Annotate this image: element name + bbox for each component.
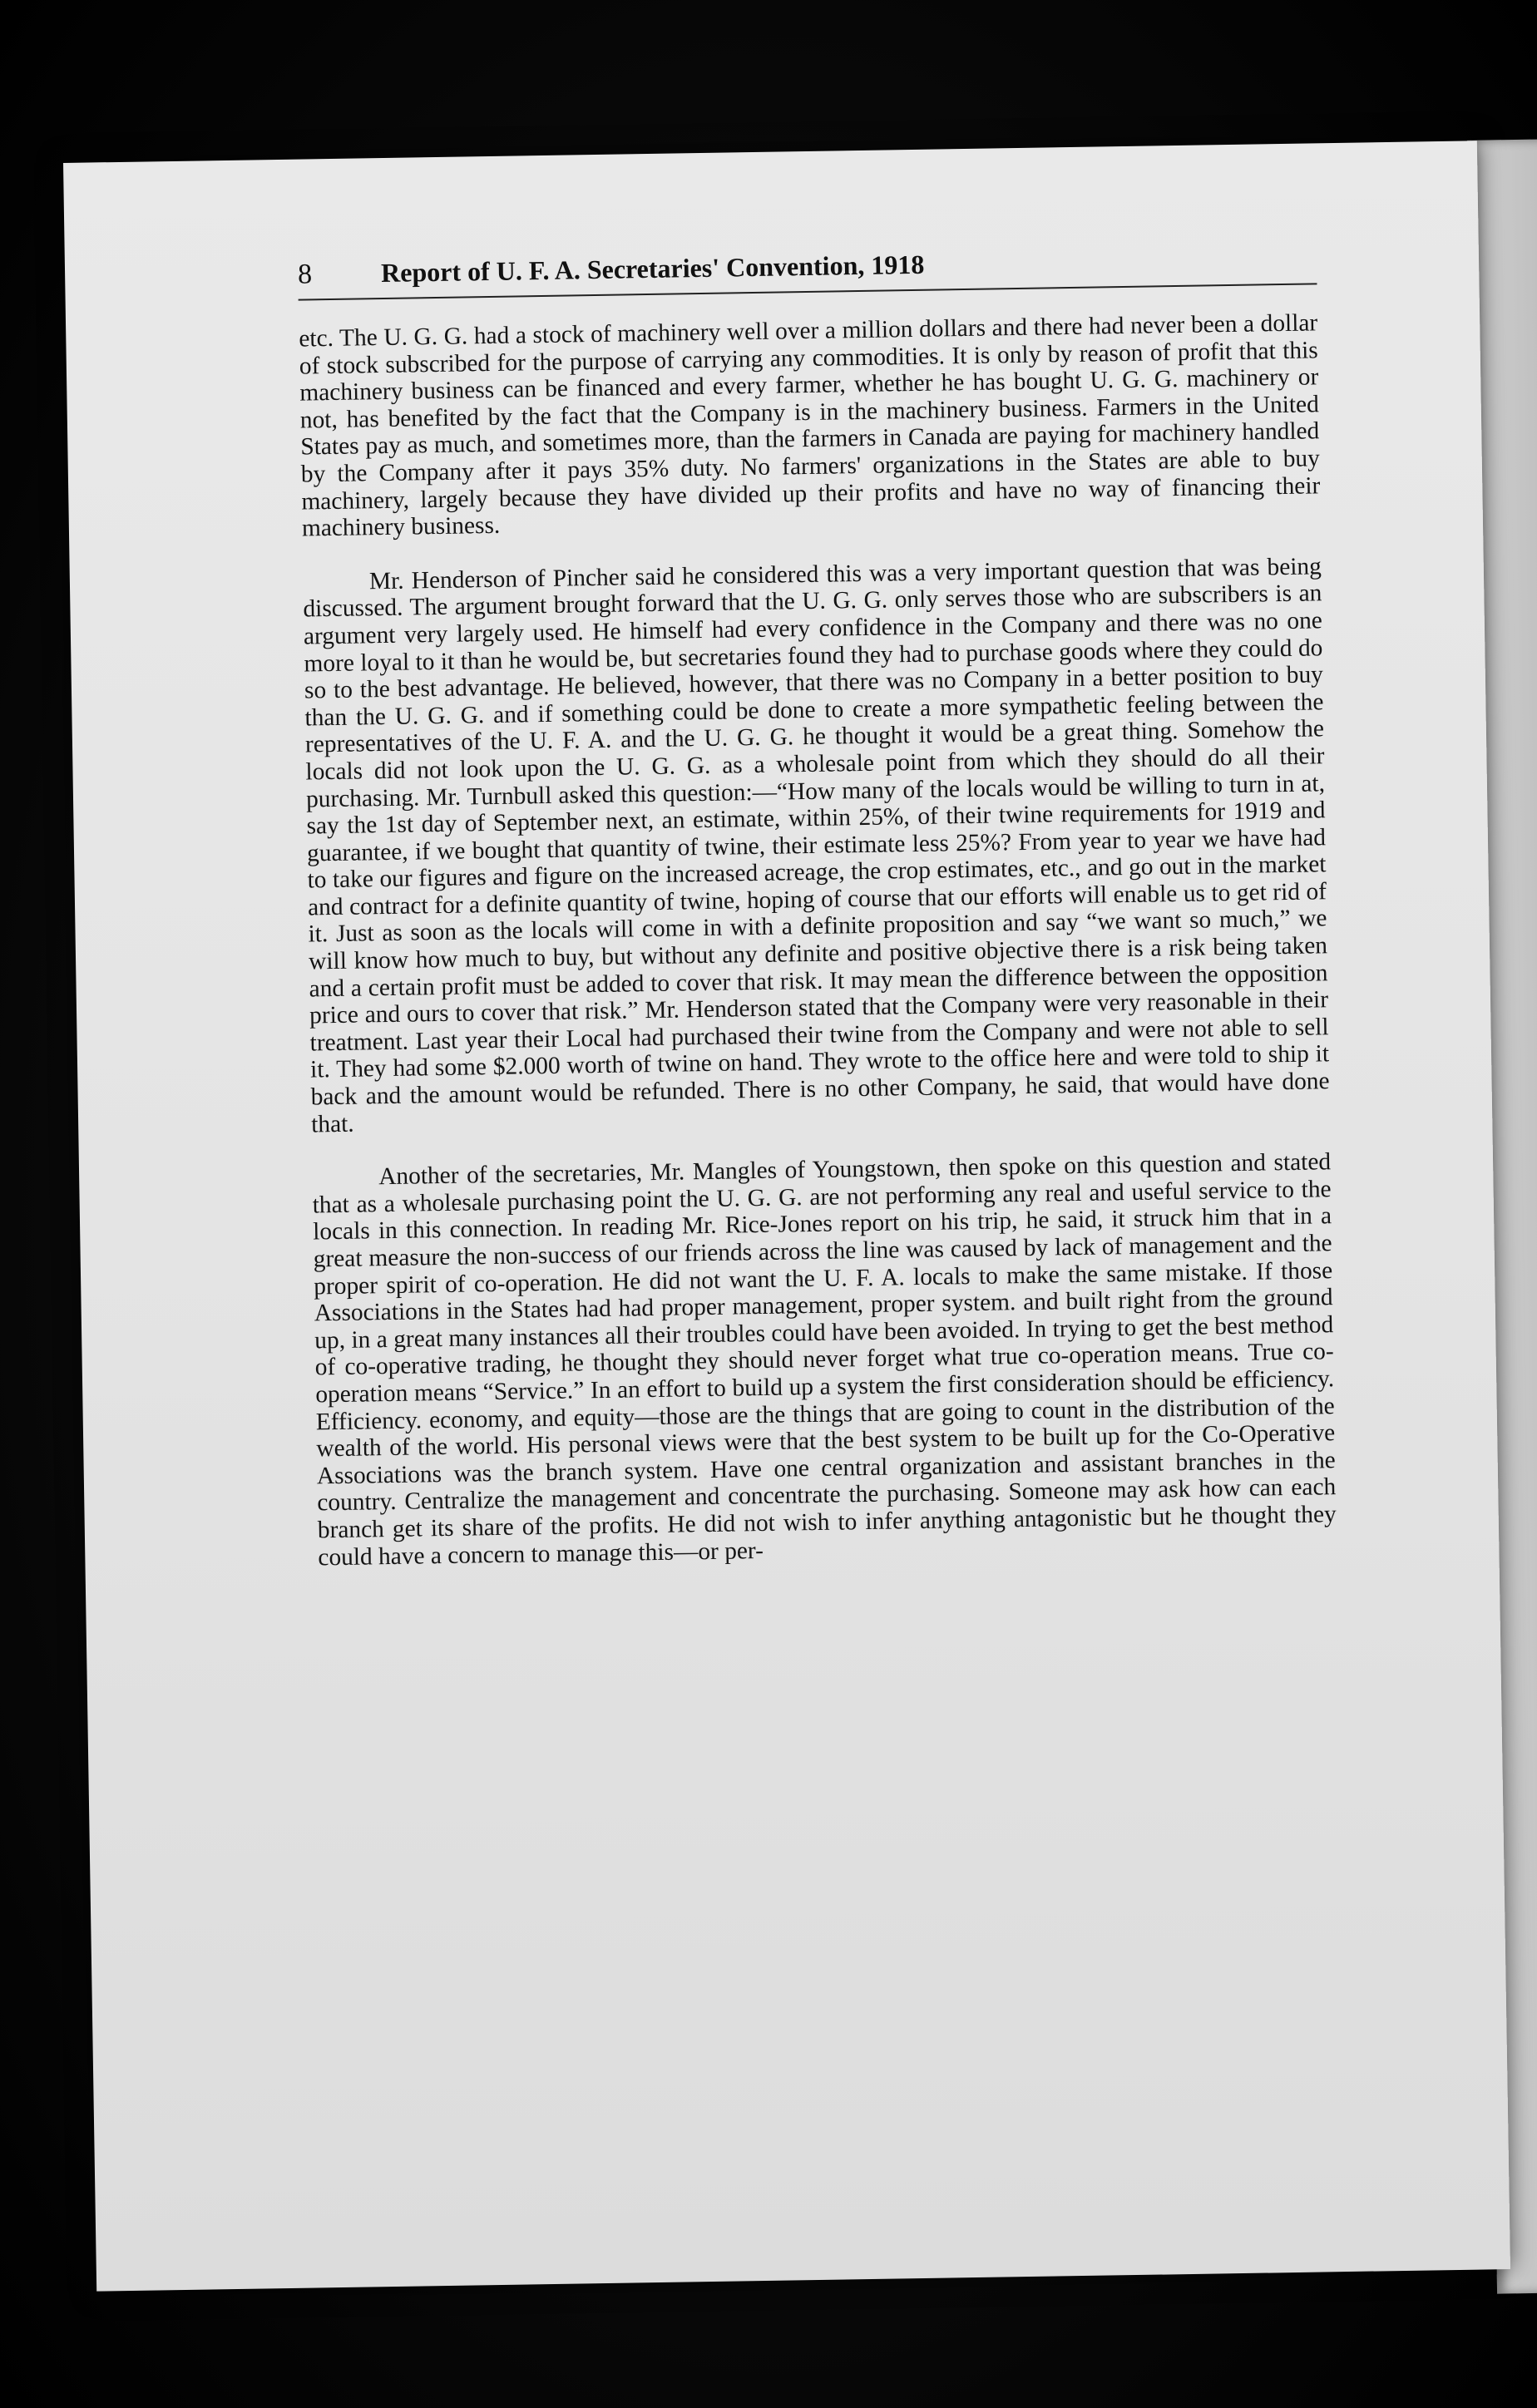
page-content bbox=[298, 243, 1337, 1597]
running-head bbox=[298, 243, 1317, 300]
document-page bbox=[63, 141, 1510, 2291]
body-text bbox=[299, 309, 1337, 1571]
page-number: 8 bbox=[297, 259, 313, 290]
paragraph-2: Mr. Henderson of Pincher said he considered this was a very important question that was being discussed. The argument brought forward that the U. G. G. only serves those who are subscribers is an argument very largely used. He himself had every confidence in the Company and there was no one more loyal to it than he would be, but secretaries found they had to purchase goods where they could do so to the best advantage. He believed, however, that there was no Company in a better position to buy than the U. G. G. and if something could be done to create a more sympathetic feeling between the representatives of the U. F. A. and the U. G. G. he thought it would be a great thing. Somehow the locals did not look upon the U. G. G. as a wholesale point from which they should do all their purchasing. Mr. Turnbull asked this question:—“How many of the locals would be willing to turn in at, say the 1st day of September next, an estimate, within 25%, of their twine requirements for 1919 and guarantee, if we bought that quantity of twine, their estimate less 25%? From year to year we have had to take our figures and figure on the increased acreage, the crop estimates, etc., and go out in the market and contract for a definite quantity of twine, hoping of course that our efforts will enable us to get rid of it. Just as soon as the locals will come in with a definite proposition and say “we want so much,” we will know how much to buy, but without any definite and positive objective there is a risk being taken and a certain profit must be added to cover that risk. It may mean the difference between the opposition price and ours to cover that risk.” Mr. Henderson stated that the Company were very reasonable in their treatment. Last year their Local had purchased their twine from the Company and were not able to sell it. They had some $2.000 worth of twine on hand. They wrote to the office here and were told to ship it back and the amount would be refunded. There is no other Company, he said, that would have done that. bbox=[303, 553, 1330, 1138]
paragraph-1: etc. The U. G. G. had a stock of machinery well over a million dollars and there had never been a dollar of stock subscribed for the purpose of carrying any commodities. It is only by reason of profit that this machinery business can be financed and every farmer, whether he has bought U. G. G. machinery or not, has benefited by the fact that the Company is in the machinery business. Farmers in the United States pay as much, and sometimes more, than the farmers in Canada are paying for machinery handled by the Company after it pays 35% duty. No farmers' organizations in the States are able to buy machinery, largely because they have divided up their profits and have no way of financing their machinery business. bbox=[299, 309, 1321, 542]
paragraph-3: Another of the secretaries, Mr. Mangles of Youngstown, then spoke on this question and stated that as a wholesale purchasing point the U. G. G. are not performing any real and useful service to the locals in this connection. In reading Mr. Rice-Jones report on his trip, he said, it struck him that in a great measure the non-success of our friends across the line was caused by lack of management and the proper spirit of co-operation. He did not want the U. F. A. locals to make the same mistake. If those Associations in the States had had proper management, proper system. and built right from the ground up, in a great many instances all their troubles could have been avoided. In trying to get the best method of co-operative trading, he thought they should never forget what true co-operation means. True co-operation means “Service.” In an effort to build up a system the first consideration should be efficiency. Efficiency. economy, and equity—those are the things that are going to count in the distribution of the wealth of the world. His personal views were that the best system to be built up for the Co-Operative Associations was the branch system. Have one central organization and assistant branches in the country. Centralize the management and concentrate the purchasing. Someone may ask how can each branch get its share of the profits. He did not wish to infer anything antagonistic but he thought they could have a concern to manage this—or per- bbox=[312, 1148, 1337, 1571]
running-title: Report of U. F. A. Secretaries' Convention, 1918 bbox=[380, 249, 925, 289]
